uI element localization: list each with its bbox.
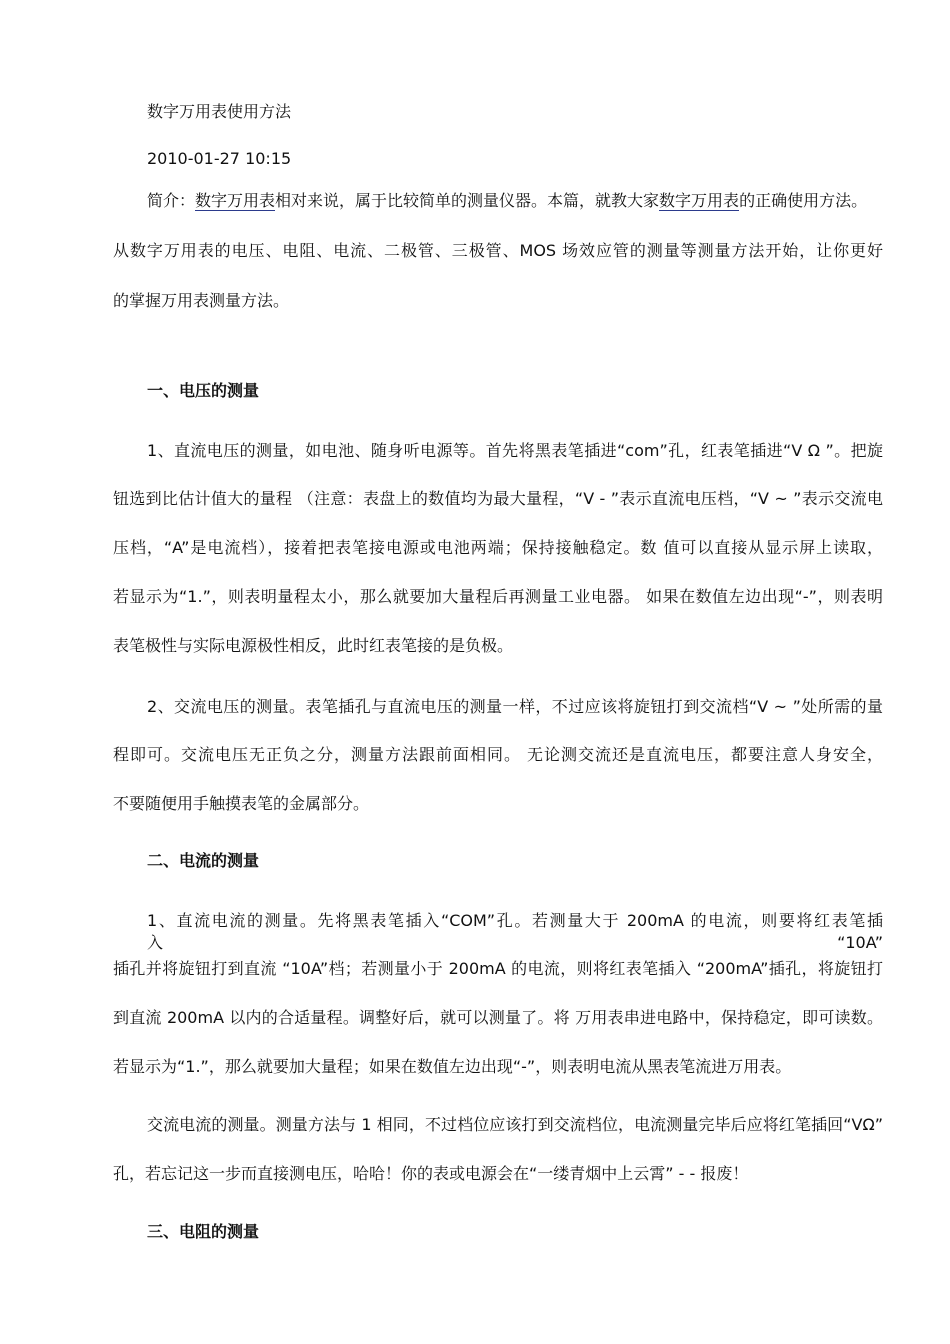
section-heading-resistance: 三、电阻的测量 [147, 1222, 260, 1241]
paragraph-line: 压档，“A”是电流档），接着把表笔接电源或电池两端；保持接触稳定。数 值可以直接从显示屏上读取， [113, 538, 883, 557]
intro-text-end: 的正确使用方法。 [739, 191, 868, 210]
intro-link-multimeter-2[interactable]: 数字万用表 [659, 191, 740, 210]
intro-line-2: 从数字万用表的电压、电阻、电流、二极管、三极管、MOS 场效应管的测量等测量方法开始，让你更好 [113, 241, 883, 260]
intro-link-multimeter-1[interactable]: 数字万用表 [195, 191, 276, 210]
section-heading-voltage: 一、电压的测量 [147, 381, 260, 400]
paragraph-line: 到直流 200mA 以内的合适量程。调整好后，就可以测量了。将 万用表串进电路中，保持稳定，即可读数。 [113, 1008, 883, 1027]
paragraph-line: 1、直流电流的测量。先将黑表笔插入“COM”孔。若测量大于 200mA 的电流，则要将红表笔插入“10A” [147, 911, 883, 952]
paragraph-line: 表笔极性与实际电源极性相反，此时红表笔接的是负极。 [113, 636, 514, 655]
paragraph-line: 若显示为“1.”，则表明量程太小，那么就要加大量程后再测量工业电器。 如果在数值左边出现“-”，则表明 [113, 587, 883, 606]
paragraph-line: 插孔并将旋钮打到直流 “10A”档；若测量小于 200mA 的电流，则将红表笔插入 “200mA”插孔，将旋钮打 [113, 959, 883, 978]
paragraph-line: 程即可。交流电压无正负之分，测量方法跟前面相同。 无论测交流还是直流电压，都要注意人身安全， [113, 745, 883, 764]
paragraph-line: 孔，若忘记这一步而直接测电压，哈哈！你的表或电源会在“一缕青烟中上云霄” - - 报废！ [113, 1164, 749, 1183]
intro-line-1 [147, 190, 883, 212]
intro-line-3: 的掌握万用表测量方法。 [113, 291, 290, 310]
paragraph-line: 钮选到比估计值大的量程 （注意：表盘上的数值均为最大量程，“V - ”表示直流电压档，“V ~ ”表示交流电 [113, 489, 883, 508]
doc-title: 数字万用表使用方法 [147, 102, 292, 121]
paragraph-line: 交流电流的测量。测量方法与 1 相同，不过档位应该打到交流档位，电流测量完毕后应将红笔插回“VΩ” [147, 1115, 883, 1134]
intro-text: 相对来说，属于比较简单的测量仪器。本篇，就教大家 [275, 191, 660, 210]
paragraph-line: 1、直流电压的测量，如电池、随身听电源等。首先将黑表笔插进“com”孔，红表笔插进“V Ω ”。把旋 [147, 441, 883, 460]
paragraph-line: 不要随便用手触摸表笔的金属部分。 [113, 794, 370, 813]
intro-prefix: 简介： [147, 191, 196, 210]
paragraph-line: 若显示为“1.”，那么就要加大量程；如果在数值左边出现“-”，则表明电流从黑表笔流进万用表。 [113, 1057, 792, 1076]
section-heading-current: 二、电流的测量 [147, 851, 260, 870]
paragraph-line: 2、交流电压的测量。表笔插孔与直流电压的测量一样，不过应该将旋钮打到交流档“V ~ ”处所需的量 [147, 697, 883, 716]
doc-timestamp: 2010-01-27 10:15 [147, 149, 292, 168]
